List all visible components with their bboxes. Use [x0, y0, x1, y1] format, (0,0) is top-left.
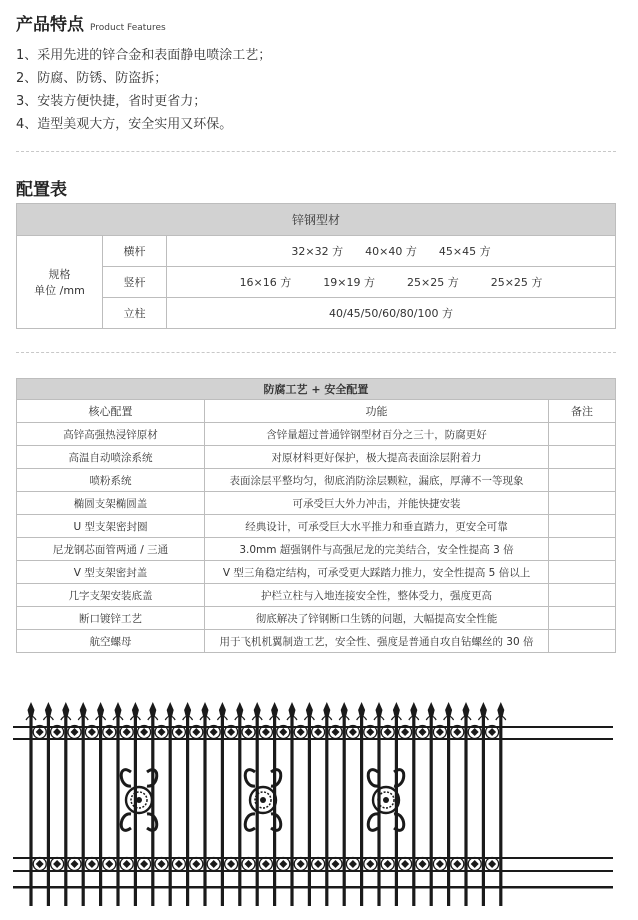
spear-tip	[323, 702, 330, 716]
row-values	[167, 236, 616, 267]
spear-tip	[271, 702, 278, 716]
diamond-ornament	[471, 728, 479, 736]
spear-tip	[97, 702, 104, 716]
diamond-ornament	[175, 860, 183, 868]
diamond-ornament	[453, 728, 461, 736]
core-config-cell: 航空螺母	[17, 630, 205, 653]
spec-table	[16, 203, 616, 329]
core-config-cell: 几字支架安装底盖	[17, 584, 205, 607]
table-row	[17, 561, 616, 584]
diamond-ornament	[53, 728, 61, 736]
diamond-ornament	[297, 860, 305, 868]
value: 25×25 方	[407, 276, 459, 289]
picket	[238, 716, 241, 906]
row-values: 40/45/50/60/80/100 方	[167, 298, 616, 329]
note-cell	[549, 630, 616, 653]
spear-tip	[463, 702, 470, 716]
scroll-ornament	[121, 814, 131, 830]
diamond-ornament	[314, 728, 322, 736]
diamond-ornament	[419, 860, 427, 868]
table-row	[17, 607, 616, 630]
diamond-ornament	[192, 728, 200, 736]
features-title	[16, 10, 166, 35]
rail	[13, 738, 613, 740]
value: 45×45 方	[438, 245, 491, 258]
rail	[13, 870, 613, 872]
spear-tip	[410, 702, 417, 716]
diamond-ornament	[210, 860, 218, 868]
diamond-ornament	[245, 728, 253, 736]
diamond-ornament	[401, 860, 409, 868]
scroll-ornament	[245, 814, 255, 830]
picket	[29, 716, 32, 906]
table-row	[17, 538, 616, 561]
diamond-ornament	[158, 860, 166, 868]
picket	[47, 716, 50, 906]
spear-tip	[202, 702, 209, 716]
spear-tip	[132, 702, 139, 716]
spear-tip	[289, 702, 296, 716]
fence-illustration	[13, 690, 613, 910]
core-config-cell: 尼龙钢芯面管两通 / 三通	[17, 538, 205, 561]
anticorrosion-table	[16, 378, 616, 653]
note-cell	[549, 492, 616, 515]
diamond-ornament	[297, 728, 305, 736]
row-name: 横杆	[103, 236, 167, 267]
value: 19×19 方	[323, 276, 375, 289]
diamond-ornament	[401, 728, 409, 736]
diamond-ornament	[88, 860, 96, 868]
core-config-cell: 高锌高强热浸锌原材	[17, 423, 205, 446]
diamond-ornament	[471, 860, 479, 868]
divider	[16, 151, 616, 152]
diamond-ornament	[488, 860, 496, 868]
picket	[116, 716, 119, 906]
spear-tip	[45, 702, 52, 716]
diamond-ornament	[488, 728, 496, 736]
diamond-ornament	[436, 860, 444, 868]
function-cell: 经典设计，可承受巨大水平推力和垂直踏力，更安全可靠	[205, 515, 549, 538]
diamond-ornament	[262, 728, 270, 736]
table-row	[17, 423, 616, 446]
value: 40×40 方	[365, 245, 417, 258]
note-cell	[549, 423, 616, 446]
picket	[221, 716, 224, 906]
diamond-ornament	[88, 728, 96, 736]
table-row	[17, 469, 616, 492]
diamond-ornament	[36, 728, 44, 736]
medallion-center	[383, 797, 389, 803]
picket	[64, 716, 67, 906]
rail	[13, 857, 613, 859]
row-name: 立柱	[103, 298, 167, 329]
feature-item: 3、安装方便快捷，省时更省力；	[16, 94, 207, 109]
row-values	[167, 267, 616, 298]
diamond-ornament	[192, 860, 200, 868]
features-title-text: 产品特点	[16, 15, 84, 35]
core-config-cell: 椭圆支架椭圆盖	[17, 492, 205, 515]
picket	[430, 716, 433, 906]
picket	[151, 716, 154, 906]
function-cell: 对原材料更好保护，极大提高表面涂层附着力	[205, 446, 549, 469]
diamond-ornament	[436, 728, 444, 736]
diamond-ornament	[384, 728, 392, 736]
function-cell: 可承受巨大外力冲击，并能快捷安装	[205, 492, 549, 515]
picket	[82, 716, 85, 906]
feature-item: 1、采用先进的锌合金和表面静电喷涂工艺；	[16, 48, 272, 63]
function-cell: V 型三角稳定结构，可承受更大踩踏力推力，安全性提高 5 倍以上	[205, 561, 549, 584]
scroll-ornament	[368, 814, 378, 830]
medallion-center	[260, 797, 266, 803]
diamond-ornament	[53, 860, 61, 868]
picket	[308, 716, 311, 906]
value: 32×32 方	[291, 245, 344, 258]
note-cell	[549, 469, 616, 492]
diamond-ornament	[366, 860, 374, 868]
note-cell	[549, 538, 616, 561]
picket	[290, 716, 293, 906]
picket	[447, 716, 450, 906]
picket	[169, 716, 172, 906]
diamond-ornament	[71, 860, 79, 868]
note-cell	[549, 607, 616, 630]
scroll-ornament	[368, 770, 378, 786]
function-cell: 表面涂层平整均匀，彻底消防涂层颗粒，漏底，厚薄不一等现象	[205, 469, 549, 492]
diamond-ornament	[210, 728, 218, 736]
diamond-ornament	[140, 860, 148, 868]
spear-tip	[480, 702, 487, 716]
picket	[360, 716, 363, 906]
diamond-ornament	[140, 728, 148, 736]
diamond-ornament	[384, 860, 392, 868]
spear-tip	[219, 702, 226, 716]
picket	[186, 716, 189, 906]
spear-tip	[393, 702, 400, 716]
medallion-center	[136, 797, 142, 803]
value: 16×16 方	[239, 276, 292, 289]
core-config-cell: V 型支架密封盖	[17, 561, 205, 584]
scroll-ornament	[121, 770, 131, 786]
note-cell	[549, 515, 616, 538]
config-title: 配置表	[16, 180, 67, 200]
picket	[482, 716, 485, 906]
diamond-ornament	[314, 860, 322, 868]
spear-tip	[80, 702, 87, 716]
diamond-ornament	[453, 860, 461, 868]
spear-tip	[149, 702, 156, 716]
table-row	[17, 584, 616, 607]
spear-tip	[341, 702, 348, 716]
core-config-cell: 高温自动喷涂系统	[17, 446, 205, 469]
spear-tip	[358, 702, 365, 716]
diamond-ornament	[123, 860, 131, 868]
spear-tip	[306, 702, 313, 716]
diamond-ornament	[175, 728, 183, 736]
diamond-ornament	[36, 860, 44, 868]
spear-tip	[236, 702, 243, 716]
picket	[273, 716, 276, 906]
spec-label-line2: 单位 /mm	[34, 284, 85, 297]
table-row	[17, 630, 616, 653]
diamond-ornament	[279, 860, 287, 868]
diamond-ornament	[419, 728, 427, 736]
diamond-ornament	[227, 728, 235, 736]
spec-label-line1: 规格	[48, 268, 71, 281]
row-name: 竖杆	[103, 267, 167, 298]
core-config-cell: 断口镀锌工艺	[17, 607, 205, 630]
picket	[343, 716, 346, 906]
diamond-ornament	[123, 728, 131, 736]
function-cell: 护栏立柱与入地连接安全性，整体受力，强度更高	[205, 584, 549, 607]
features-list	[16, 44, 271, 136]
anticorrosion-header: 防腐工艺 + 安全配置	[17, 379, 616, 400]
feature-item: 2、防腐、防锈、防盗拆；	[16, 71, 168, 86]
picket	[412, 716, 415, 906]
picket	[464, 716, 467, 906]
function-cell: 用于飞机机翼制造工艺，安全性、强度是普通自攻自钻螺丝的 30 倍	[205, 630, 549, 653]
spear-tip	[445, 702, 452, 716]
anticorrosion-body	[17, 423, 616, 653]
picket	[395, 716, 398, 906]
diamond-ornament	[71, 728, 79, 736]
spear-tip	[497, 702, 504, 716]
picket	[499, 716, 502, 906]
diamond-ornament	[245, 860, 253, 868]
column-header: 核心配置	[17, 400, 205, 423]
diamond-ornament	[227, 860, 235, 868]
material-header: 锌钢型材	[17, 204, 616, 236]
diamond-ornament	[105, 728, 113, 736]
diamond-ornament	[262, 860, 270, 868]
spear-tip	[28, 702, 35, 716]
function-cell: 含锌量超过普通锌钢型材百分之三十，防腐更好	[205, 423, 549, 446]
spec-label	[17, 236, 103, 329]
diamond-ornament	[349, 728, 357, 736]
function-cell: 3.0mm 超强钢件与高强尼龙的完美结合，安全性提高 3 倍	[205, 538, 549, 561]
table-row	[17, 446, 616, 469]
scroll-ornament	[245, 770, 255, 786]
note-cell	[549, 561, 616, 584]
spear-tip	[428, 702, 435, 716]
table-row	[17, 515, 616, 538]
note-cell	[549, 584, 616, 607]
picket	[203, 716, 206, 906]
diamond-ornament	[332, 728, 340, 736]
spear-tip	[62, 702, 69, 716]
spear-tip	[254, 702, 261, 716]
core-config-cell: 喷粉系统	[17, 469, 205, 492]
divider	[16, 352, 616, 353]
spear-tip	[167, 702, 174, 716]
feature-item: 4、造型美观大方，安全实用又环保。	[16, 117, 233, 132]
function-cell: 彻底解决了锌钢断口生锈的问题，大幅提高安全性能	[205, 607, 549, 630]
spear-tip	[184, 702, 191, 716]
note-cell	[549, 446, 616, 469]
rail	[13, 886, 613, 889]
column-header: 功能	[205, 400, 549, 423]
value: 25×25 方	[490, 276, 543, 289]
table-row	[17, 492, 616, 515]
diamond-ornament	[105, 860, 113, 868]
picket	[99, 716, 102, 906]
diamond-ornament	[332, 860, 340, 868]
diamond-ornament	[158, 728, 166, 736]
spear-tip	[376, 702, 383, 716]
column-header: 备注	[549, 400, 616, 423]
spear-tip	[115, 702, 122, 716]
features-subtitle: Product Features	[90, 23, 166, 33]
diamond-ornament	[366, 728, 374, 736]
diamond-ornament	[349, 860, 357, 868]
core-config-cell: U 型支架密封圈	[17, 515, 205, 538]
diamond-ornament	[279, 728, 287, 736]
picket	[325, 716, 328, 906]
